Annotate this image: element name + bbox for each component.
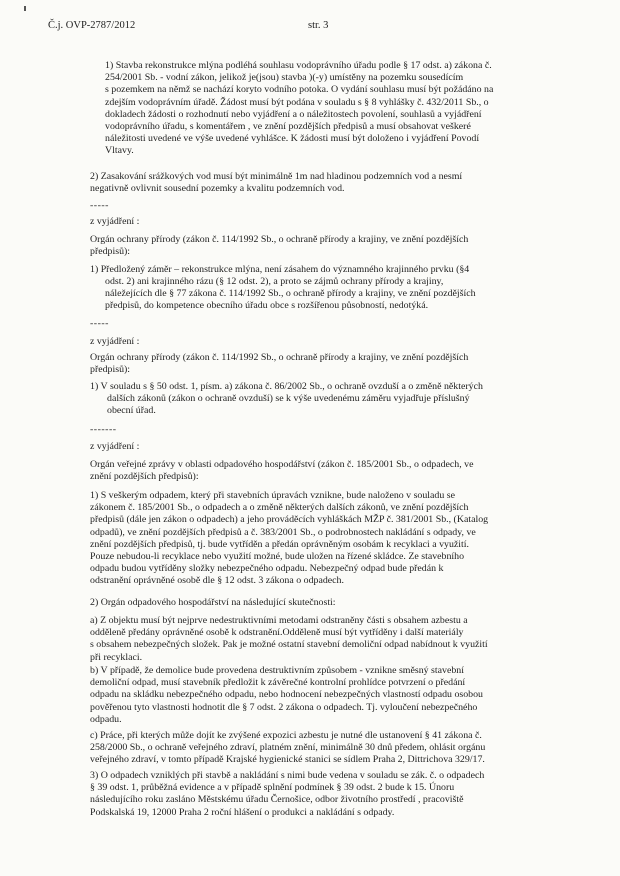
text-line: c) Práce, při kterých může dojít ke zvýšené expozici azbestu je nutné dle ustanovení § 41 zákona č. [90, 730, 482, 741]
text-line: odděleně předány oprávněné osobě k odstranění.Odděleně musí být vytříděny i další materiály [90, 627, 464, 639]
paragraph [90, 336, 139, 348]
text-line: zákonem č. 185/2001 Sb., o odpadech a o změně některých dalších zákonů, ve znění pozdějších [90, 502, 469, 514]
text-line: 2) Orgán odpadového hospodářství na následující skutečnosti: [90, 597, 336, 608]
text-line: Orgán ochrany přírody (zákon č. 114/1992 Sb., o ochraně přírody a krajiny, ve znění pozdějších [90, 234, 469, 245]
separator [90, 318, 109, 330]
text-line: z vyjádření : [90, 216, 140, 227]
text-line: znění pozdějších předpisů): [90, 471, 199, 483]
text-line: dokladech žádosti o rozhodnutí nebo vyjádření a o náležitostech povolení, souhlasů a vyjádření [105, 108, 482, 120]
text-line: odpadu budou vytříděny složky nebezpečného odpadu. Nebezpečný odpad bude předán k [90, 563, 444, 575]
text-line: Vltavy. [105, 145, 134, 157]
text-line: b) V případě, že demolice bude provedena destruktivním způsobem - vznikne směsný stavební [90, 665, 464, 676]
paragraph [90, 234, 468, 258]
text-line: při recyklaci. [90, 651, 143, 663]
text-line: znění pozdějších předpisů, tj. bude vytříděn a předán oprávněným osobám k recyklaci a využití. [90, 538, 469, 550]
separator [90, 424, 117, 436]
text-line: zdejším vodoprávním úřadě. Žádost musí být podána v souladu s § 8 vyhlášky č. 432/2011 Sb., o [105, 96, 489, 108]
text-line: odstranění oprávněné osobě dle § 12 odst. 3 zákona o odpadech. [90, 575, 344, 587]
paragraph [90, 665, 483, 726]
paragraph [90, 352, 468, 376]
text-line: obecní úřad. [107, 405, 156, 417]
text-line: 1) V souladu s § 50 odst. 1, písm. a) zákona č. 86/2002 Sb., o ochraně ovzduší a o změně některých [90, 381, 483, 392]
text-line: 3) O odpadech vzniklých při stavbě a nakládání s nimi bude vedena v souladu se zák. č. o odpadech [90, 770, 485, 781]
text-line: 254/2001 Sb. - vodní zákon, jelikož je(jsou) stavba )(-y) umístěny na pozemku sousedícím [105, 72, 464, 84]
paragraph [90, 459, 473, 483]
text-line: veřejného zdraví, v tomto případě Krajské hygienické stanici se sídlem Praha 2, Dittrichova 329/17. [90, 754, 485, 766]
text-line: předpisů, do kompetence obecního úřadu obce s rozšířenou působností, nedotýká. [105, 300, 429, 312]
text-line: předpisů): [90, 364, 131, 376]
page-number: str. 3 [308, 20, 329, 31]
text-line: 1) Předložený záměr – rekonstrukce mlýna, není zásahem do významného krajinného prvku (§4 [90, 264, 470, 275]
text-line: předpisů (dále jen zákon o odpadech) a jeho prováděcích vyhláškách MŽP č. 381/2001 Sb., (Katalog [90, 514, 489, 526]
text-line: § 39 odst. 1, průběžná evidence a v případě splnění podmínek § 39 odst. 2 bude k 15. Únoru [90, 782, 455, 794]
paragraph [105, 276, 476, 313]
text-line: negativně ovlivnit sousední pozemky a kvalitu podzemních vod. [90, 183, 345, 195]
paragraph [90, 490, 488, 588]
paragraph [90, 597, 336, 609]
text-line: náležitosti uvedené ve výše uvedené vyhlášce. K žádosti musí být doloženo i vyjádření Povodí [105, 133, 480, 145]
text-line: demoliční odpad, musí stavebník předložit k závěrečné kontrolní prohlídce potvrzení o předání [90, 677, 466, 689]
text-line: Orgán ochrany přírody (zákon č. 114/1992 Sb., o ochraně přírody a krajiny, ve znění pozdějších [90, 352, 469, 363]
text-line: 258/2000 Sb., o ochraně veřejného zdraví, platném znění, minimálně 30 dnů předem, ohlásit orgánu [90, 742, 486, 754]
scan-mark [24, 6, 26, 11]
paragraph [90, 381, 483, 393]
text-line: předpisů): [90, 246, 131, 258]
paragraph [90, 264, 469, 276]
text-line: následujícího roku zasláno Městskému úřadu Černošice, odbor životního prostředí , pracoviště [90, 794, 464, 806]
text-line: náležejících dle § 77 zákona č. 114/1992 Sb., o ochraně přírody a krajiny, ve znění pozdějších [105, 288, 476, 300]
text-line: 1) S veškerým odpadem, který při stavebních úpravách vznikne, bude naloženo v souladu se [90, 490, 455, 501]
paragraph [90, 216, 139, 228]
reference-number: Č.j. OVP-2787/2012 [48, 20, 136, 31]
paragraph [90, 730, 485, 767]
text-line: odpadů), ve znění pozdějších předpisů a č. 383/2001 Sb., o podrobnostech nakládání s odpady, ve [90, 526, 476, 538]
text-line: z vyjádření : [90, 336, 140, 347]
text-line: pověřenou tyto vlastnosti hodnotit dle § 7 odst. 2 zákona o odpadech. Tj. vyloučení nebezpečného [90, 701, 478, 713]
text-line: a) Z objektu musí být nejprve nedestruktivními metodami odstraněny části s obsahem azbestu a [90, 615, 468, 626]
text-line: ----- [90, 318, 109, 329]
text-line: z vyjádření : [90, 441, 140, 452]
text-line: odst. 2) ani krajinného rázu (§ 12 odst. 2), a proto se zájmů ochrany přírody a krajiny, [105, 276, 444, 287]
text-line: Podskalská 19, 12000 Praha 2 roční hlášení o produkci a nakládání s odpady. [90, 806, 395, 818]
paragraph [105, 60, 493, 158]
paragraph [107, 393, 470, 417]
text-line: dalších zákonů (zákon o ochraně ovzduší) se k výše uvedenému záměru vyjadřuje příslušný [107, 393, 470, 404]
text-line: s pozemkem na němž se nachází koryto vodního potoka. O vydání souhlasu musí být požádáno na [105, 84, 494, 96]
paragraph [90, 615, 488, 664]
text-line: Orgán veřejné zprávy v oblasti odpadového hospodářství (zákon č. 185/2001 Sb., o odpadech, ve [90, 459, 474, 470]
text-line: Pouze nebudou-li recyklace nebo využití možné, bude uložen na řízené skládce. Ze stavebního [90, 551, 465, 563]
text-line: 2) Zasakování srážkových vod musí být minimálně 1m nad hladinou podzemních vod a nesmí [90, 171, 463, 182]
text-line: vodoprávního úřadu, s komentářem , ve znění pozdějších předpisů a musí obsahovat veškeré [105, 121, 471, 133]
text-line: odpadu na skládku nebezpečného odpadu, nebo hodnocení nebezpečných vlastností odpadu osobou [90, 689, 483, 701]
paragraph [90, 171, 462, 195]
text-line: s obsahem nebezpečných složek. Pak je možné ostatní stavební demoliční odpad nabídnout k využití [90, 639, 488, 651]
text-line: ----- [90, 200, 109, 211]
paragraph [90, 441, 139, 453]
separator [90, 200, 109, 212]
text-line: ------- [90, 424, 117, 435]
text-line: 1) Stavba rekonstrukce mlýna podléhá souhlasu vodoprávního úřadu podle § 17 odst. a) zákona č. [105, 60, 492, 71]
paragraph [90, 770, 484, 819]
text-line: odpadu. [90, 713, 122, 725]
